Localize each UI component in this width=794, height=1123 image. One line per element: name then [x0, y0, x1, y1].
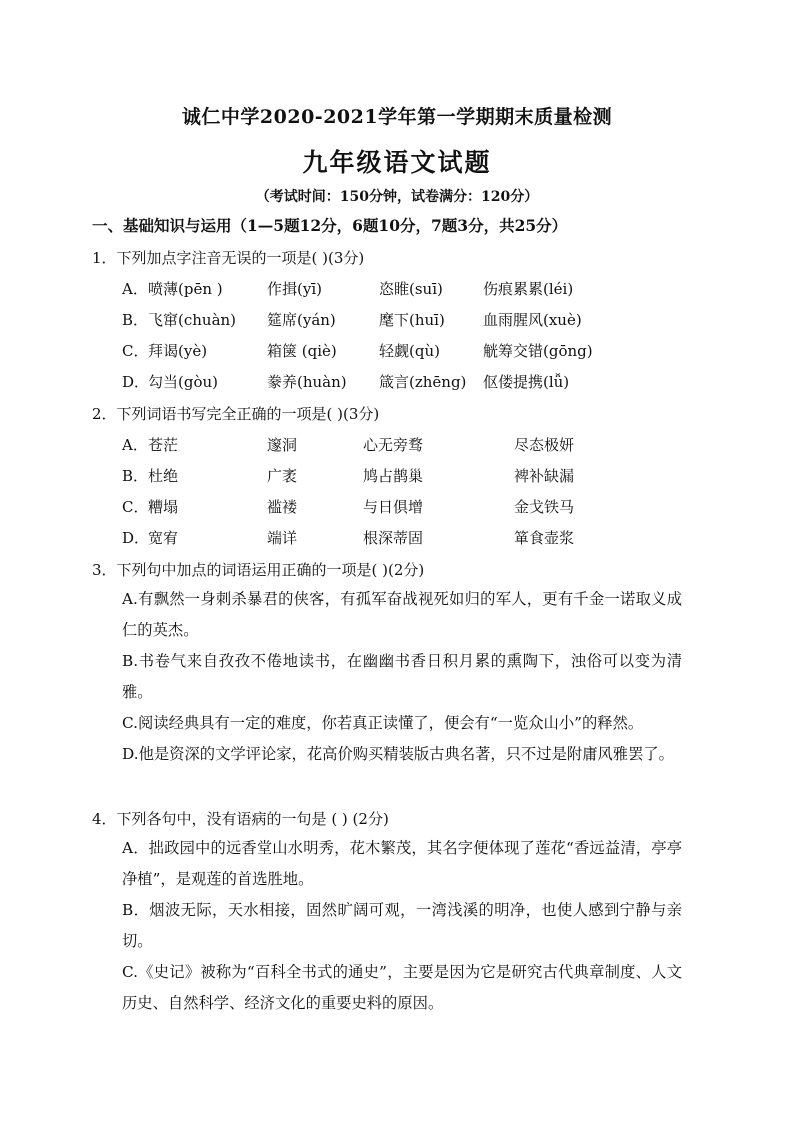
question-4-option-c: C.《史记》被称为“百科全书式的通史”，主要是因为它是研究古代典章制度、人文历史、自然科学、经济文化的重要史料的原因。 [122, 963, 682, 1012]
school-title: 诚仁中学2020-2021学年第一学期期末质量检测 [181, 106, 613, 128]
option-item: 喷薄(pēn ) [148, 280, 223, 298]
option-item: 宽宥 [148, 529, 179, 547]
option-item: 广袤 [267, 467, 298, 485]
option-label: D． [122, 529, 150, 547]
question-4-option-a: A．拙政园中的远香堂山水明秀，花木繁茂，其名字便体现了莲花“香远益清，亭亭净植”，是观莲的首选胜地。 [122, 839, 682, 888]
question-1-option-c [122, 340, 722, 360]
option-item: 恣睢(suī) [379, 280, 443, 298]
option-item: 金戈铁马 [514, 498, 575, 516]
question-2-option-d [122, 527, 722, 547]
option-label: B． [122, 311, 149, 329]
option-item: 作揖(yī) [267, 280, 322, 298]
question-1-stem: 1．下列加点字注音无误的一项是( )(3分) [92, 249, 365, 267]
exam-title: 九年级语文试题 [302, 148, 492, 177]
option-item: 糟塌 [148, 498, 179, 516]
option-item: 飞窜(chuàn) [148, 311, 237, 329]
option-item: 心无旁骛 [363, 436, 424, 454]
question-1-option-a [122, 278, 722, 298]
option-item: 箱箧 (qiè) [267, 342, 337, 360]
option-item: 勾当(gòu) [148, 373, 218, 391]
option-item: 褴褛 [267, 498, 298, 516]
option-label: C． [122, 498, 149, 516]
question-2-option-b [122, 465, 722, 485]
option-item: 苍茫 [148, 436, 179, 454]
question-3-option-b: B.书卷气来自孜孜不倦地读书，在幽幽书香日积月累的熏陶下，浊俗可以变为清雅。 [122, 652, 682, 701]
question-2-option-a [122, 434, 722, 454]
option-item: 血雨腥风(xuè) [483, 311, 582, 329]
option-item: 麾下(huī) [379, 311, 445, 329]
option-item: 箪食壶浆 [514, 529, 575, 547]
question-1-option-b [122, 309, 722, 329]
exam-info: （考试时间：150分钟，试卷满分：120分） [255, 189, 539, 205]
option-item: 尽态极妍 [514, 436, 575, 454]
option-item: 轻觑(qù) [379, 342, 440, 360]
question-3-option-d: D.他是资深的文学评论家，花高价购买精装版古典名著，只不过是附庸风雅罢了。 [122, 745, 674, 763]
option-item: 筵席(yán) [267, 311, 336, 329]
option-item: 鸠占鹊巢 [363, 467, 424, 485]
option-item: 豢养(huàn) [267, 373, 347, 391]
question-1-option-d [122, 371, 722, 391]
option-item: 伛偻提携(lǚ) [483, 373, 570, 391]
option-item: 伤痕累累(léi) [483, 280, 574, 298]
option-label: A． [122, 280, 148, 298]
option-item: 裨补缺漏 [514, 467, 575, 485]
option-label: D． [122, 373, 150, 391]
question-3-option-a: A.有飘然一身刺杀暴君的侠客，有孤军奋战视死如归的军人，更有千金一诺取义成仁的英杰。 [122, 590, 682, 639]
option-item: 邃洞 [267, 436, 298, 454]
option-item: 与日俱增 [363, 498, 424, 516]
section-heading: 一、基础知识与运用（1—5题12分，6题10分，7题3分，共25分） [92, 216, 568, 235]
option-item: 端详 [267, 529, 298, 547]
option-label: C． [122, 342, 149, 360]
question-3-option-c: C.阅读经典具有一定的难度，你若真正读懂了，便会有“一览众山小”的释然。 [122, 714, 644, 732]
question-2-option-c [122, 496, 722, 516]
question-4-option-b: B．烟波无际，天水相接，固然旷阔可观，一湾浅溪的明净，也使人感到宁静与亲切。 [122, 901, 682, 950]
question-2-stem: 2．下列词语书写完全正确的一项是( )(3分) [92, 405, 380, 423]
option-label: A． [122, 436, 148, 454]
option-item: 箴言(zhēng) [379, 373, 467, 391]
option-item: 根深蒂固 [363, 529, 424, 547]
option-item: 拜谒(yè) [148, 342, 208, 360]
option-label: B． [122, 467, 149, 485]
option-item: 觥筹交错(gōng) [483, 342, 593, 360]
question-3-stem: 3．下列句中加点的词语运用正确的一项是( )(2分) [92, 561, 425, 579]
option-item: 杜绝 [148, 467, 179, 485]
question-4-stem: 4．下列各句中，没有语病的一句是 ( ) (2分) [92, 810, 389, 828]
